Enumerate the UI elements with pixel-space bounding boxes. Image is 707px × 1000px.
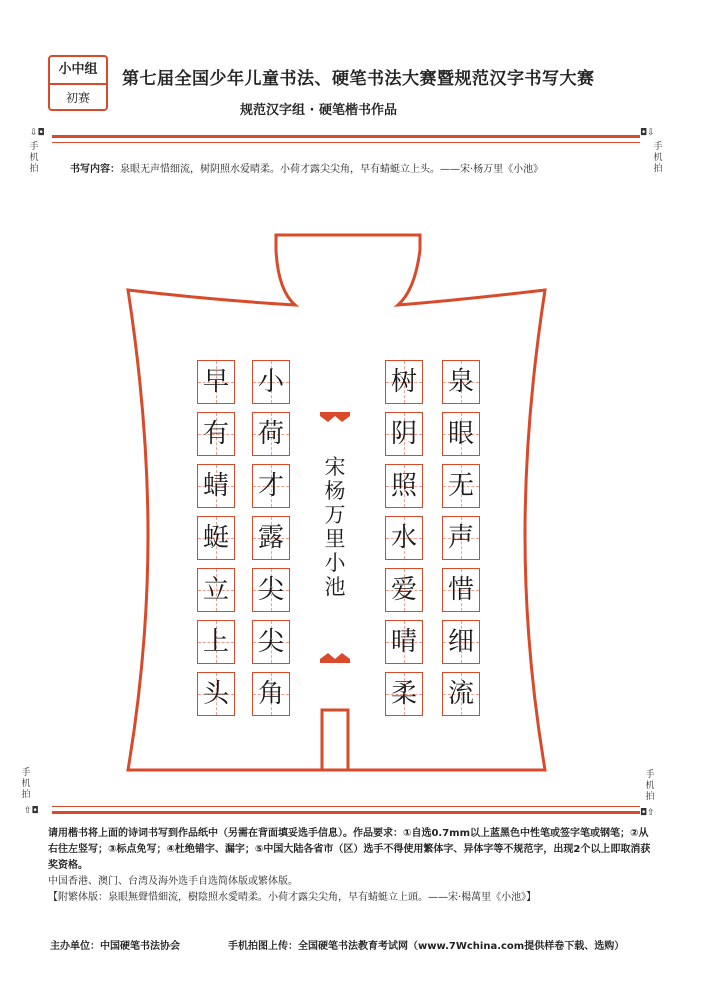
author-char: 里 bbox=[324, 527, 346, 551]
grid-char: 头 bbox=[202, 679, 229, 709]
grid-cell bbox=[385, 568, 423, 612]
grid-char: 尖 bbox=[257, 575, 284, 605]
grid-cell bbox=[197, 412, 235, 456]
grid-char: 尖 bbox=[257, 627, 284, 657]
author-bottom-marker bbox=[320, 651, 350, 665]
grid-cell bbox=[442, 360, 480, 404]
grid-cell bbox=[442, 620, 480, 664]
grid-char: 蜻 bbox=[202, 471, 229, 501]
grid-cell bbox=[252, 464, 290, 508]
author-char: 池 bbox=[324, 575, 346, 599]
grid-char: 泉 bbox=[447, 367, 474, 397]
grid-cell bbox=[385, 412, 423, 456]
grid-char: 无 bbox=[447, 471, 474, 501]
grid-char: 眼 bbox=[447, 419, 474, 449]
badge-round-label: 初赛 bbox=[65, 91, 90, 105]
grid-char: 晴 bbox=[390, 627, 417, 657]
grid-cell bbox=[252, 516, 290, 560]
grid-cell bbox=[197, 516, 235, 560]
grid-char: 有 bbox=[202, 419, 229, 449]
author-top-marker bbox=[320, 410, 350, 424]
grid-cell bbox=[252, 412, 290, 456]
page-subtitle: 规范汉字组 · 硬笔楷书作品 bbox=[240, 103, 397, 118]
phone-photo-label-tr: 手机拍 bbox=[653, 142, 663, 174]
grid-char: 上 bbox=[202, 627, 229, 657]
grid-cell bbox=[252, 672, 290, 716]
grid-char: 露 bbox=[257, 523, 284, 553]
grid-cell bbox=[442, 464, 480, 508]
grid-cell bbox=[197, 464, 235, 508]
grid-char: 声 bbox=[447, 523, 474, 553]
phone-photo-label-bl: 手机拍 bbox=[21, 768, 31, 800]
grid-char: 角 bbox=[257, 679, 284, 709]
grid-char: 立 bbox=[202, 575, 229, 605]
grid-cell bbox=[252, 360, 290, 404]
grid-cell bbox=[385, 672, 423, 716]
grid-char: 才 bbox=[257, 471, 284, 501]
grid-cell bbox=[442, 672, 480, 716]
camera-icon: ◘⇧ bbox=[640, 808, 655, 818]
grid-char: 惜 bbox=[447, 575, 474, 605]
instructions-requirements: 请用楷书将上面的诗词书写到作品纸中（另需在背面填妥选手信息）。作品要求：①自选0.7mm以上蓝黑色中性笔或签字笔或钢笔；②从右往左竖写；③标点免写；④杜绝错字、漏字；⑤中国大陆各省市（区）选手不得使用繁体字、异体字等不规范字，出现2个以上即取消获奖资格。 bbox=[48, 828, 651, 871]
author-title bbox=[323, 455, 347, 599]
grid-char: 爱 bbox=[390, 575, 417, 605]
badge-group-label: 小中组 bbox=[50, 57, 106, 85]
grid-cell bbox=[442, 516, 480, 560]
grid-char: 柔 bbox=[390, 679, 417, 709]
grid-char: 蜓 bbox=[202, 523, 229, 553]
phone-photo-label-tl: 手机拍 bbox=[29, 142, 39, 174]
writing-content-text: 泉眼无声惜细流，树阴照水爱晴柔。小荷才露尖尖角，早有蜻蜓立上头。——宋·杨万里《小池》 bbox=[120, 164, 544, 175]
camera-icon: ◘⇩ bbox=[640, 128, 655, 138]
grid-cell bbox=[197, 620, 235, 664]
author-char: 杨 bbox=[324, 479, 346, 503]
writing-content-label: 书写内容： bbox=[70, 164, 120, 175]
grid-char: 照 bbox=[390, 471, 417, 501]
grid-cell bbox=[442, 568, 480, 612]
grid-cell bbox=[252, 568, 290, 612]
author-char: 万 bbox=[324, 503, 346, 527]
grid-char: 荷 bbox=[257, 419, 284, 449]
grid-cell bbox=[385, 464, 423, 508]
grid-char: 树 bbox=[390, 367, 417, 397]
grid-cell bbox=[197, 360, 235, 404]
grid-char: 流 bbox=[447, 679, 474, 709]
author-char: 宋 bbox=[324, 455, 346, 479]
grid-cell bbox=[385, 360, 423, 404]
grid-char: 早 bbox=[202, 367, 229, 397]
instructions-overseas: 中国香港、澳门、台湾及海外选手自选简体版或繁体版。 bbox=[48, 876, 298, 887]
footer-upload: 手机拍图上传：全国硬笔书法教育考试网（www.7Wchina.com提供样卷下载、选购） bbox=[228, 941, 625, 952]
grid-char: 水 bbox=[390, 523, 417, 553]
footer-organizer: 主办单位：中国硬笔书法协会 bbox=[50, 941, 180, 952]
grid-char: 阴 bbox=[390, 419, 417, 449]
grid-cell bbox=[197, 568, 235, 612]
bottom-divider-thick bbox=[52, 811, 640, 814]
grid-char: 小 bbox=[257, 367, 284, 397]
grid-cell bbox=[385, 516, 423, 560]
phone-photo-label-br: 手机拍 bbox=[645, 770, 655, 802]
page-title: 第七届全国少年儿童书法、硬笔书法大赛暨规范汉字书写大赛 bbox=[122, 69, 595, 89]
instructions bbox=[48, 826, 658, 906]
grid-cell bbox=[252, 620, 290, 664]
grid-cell bbox=[197, 672, 235, 716]
grid-cell bbox=[442, 412, 480, 456]
author-char: 小 bbox=[324, 551, 346, 575]
camera-icon: ⇩◘ bbox=[30, 128, 45, 138]
camera-icon: ⇧◘ bbox=[24, 806, 39, 816]
grid-cell bbox=[385, 620, 423, 664]
instructions-traditional: 【附繁体版：泉眼無聲惜細流，樹陰照水愛晴柔。小荷才露尖尖角，早有蜻蜓立上頭。——宋·楊萬里《小池》】 bbox=[48, 892, 537, 903]
grid-char: 细 bbox=[447, 627, 474, 657]
bottom-divider-thin bbox=[52, 806, 640, 807]
